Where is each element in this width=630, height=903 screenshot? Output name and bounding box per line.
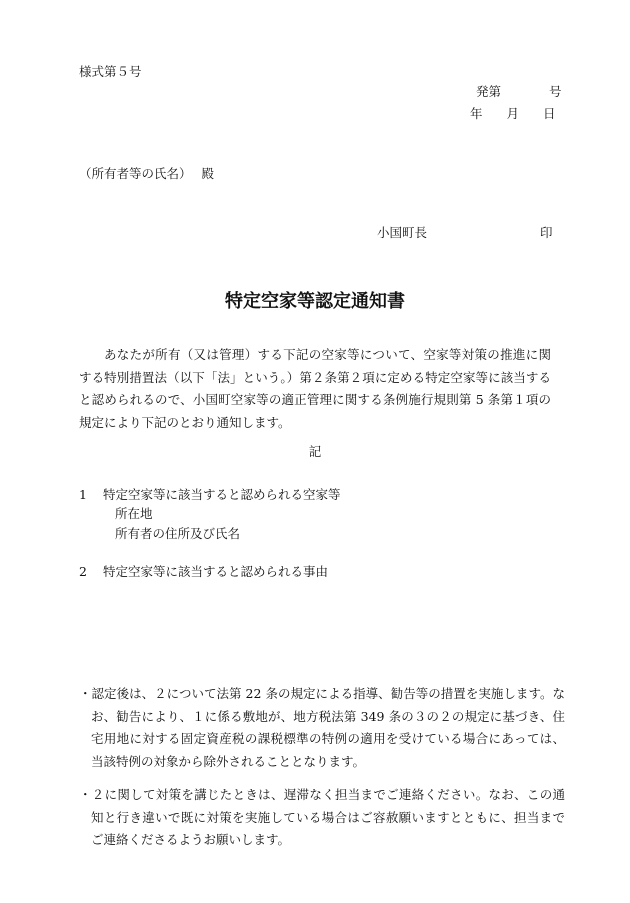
seal-mark: 印	[540, 225, 553, 240]
item-text: 特定空家等に該当すると認められる事由	[103, 564, 329, 579]
issue-number-suffix: 号	[549, 84, 562, 99]
item-text: 特定空家等に該当すると認められる空家等	[103, 487, 341, 502]
document-title: 特定空家等認定通知書	[225, 291, 405, 312]
form-number: 様式第５号	[79, 64, 142, 79]
ki-heading: 記	[308, 444, 322, 459]
item-sub-owner: 所有者の住所及び氏名	[115, 526, 241, 541]
body-paragraph: あなたが所有（又は管理）する下記の空家等について、空家等対策の推進に関する特別措置法（以下「法」という。）第２条第２項に定める特定空家等に該当すると認められるので、小国町空家等の適正管理に関する条例施行規則第 5 条第１項の規定により下記のとおり通知します。	[79, 347, 551, 430]
note-paragraph: ・２に関して対策を講じたときは、遅滞なく担当までご連絡ください。なお、この通知と行き違いで既に対策を実施している場合はご容赦願いますとともに、担当までご連絡くださるようお願いします。	[79, 787, 565, 847]
item-sub-location: 所在地	[115, 506, 153, 521]
item-number: 2	[79, 564, 87, 579]
recipient-honorific: 殿	[201, 166, 215, 181]
recipient-name: （所有者等の氏名）	[79, 166, 192, 181]
issue-date	[470, 108, 556, 121]
issue-month: 月	[506, 106, 520, 121]
recipient	[79, 168, 214, 181]
issue-year: 年	[470, 106, 483, 121]
issue-number	[476, 86, 562, 99]
note-paragraph: ・認定後は、２について法第 22 条の規定による指導、勧告等の措置を実施します。なお、勧告により、１に係る敷地が、地方税法第 349 条の３の２の規定に基づき、住宅用地に対する固定資産税の課税標準の特例の適用を受けている場合にあっては、当該特例の対象から除外されることとなります。	[79, 686, 565, 769]
issue-day: 日	[543, 106, 556, 121]
item-number: 1	[79, 487, 87, 502]
issue-number-prefix: 発第	[476, 84, 502, 99]
list-item	[79, 566, 328, 579]
list-item	[79, 489, 341, 502]
sender-name: 小国町長	[377, 225, 428, 240]
